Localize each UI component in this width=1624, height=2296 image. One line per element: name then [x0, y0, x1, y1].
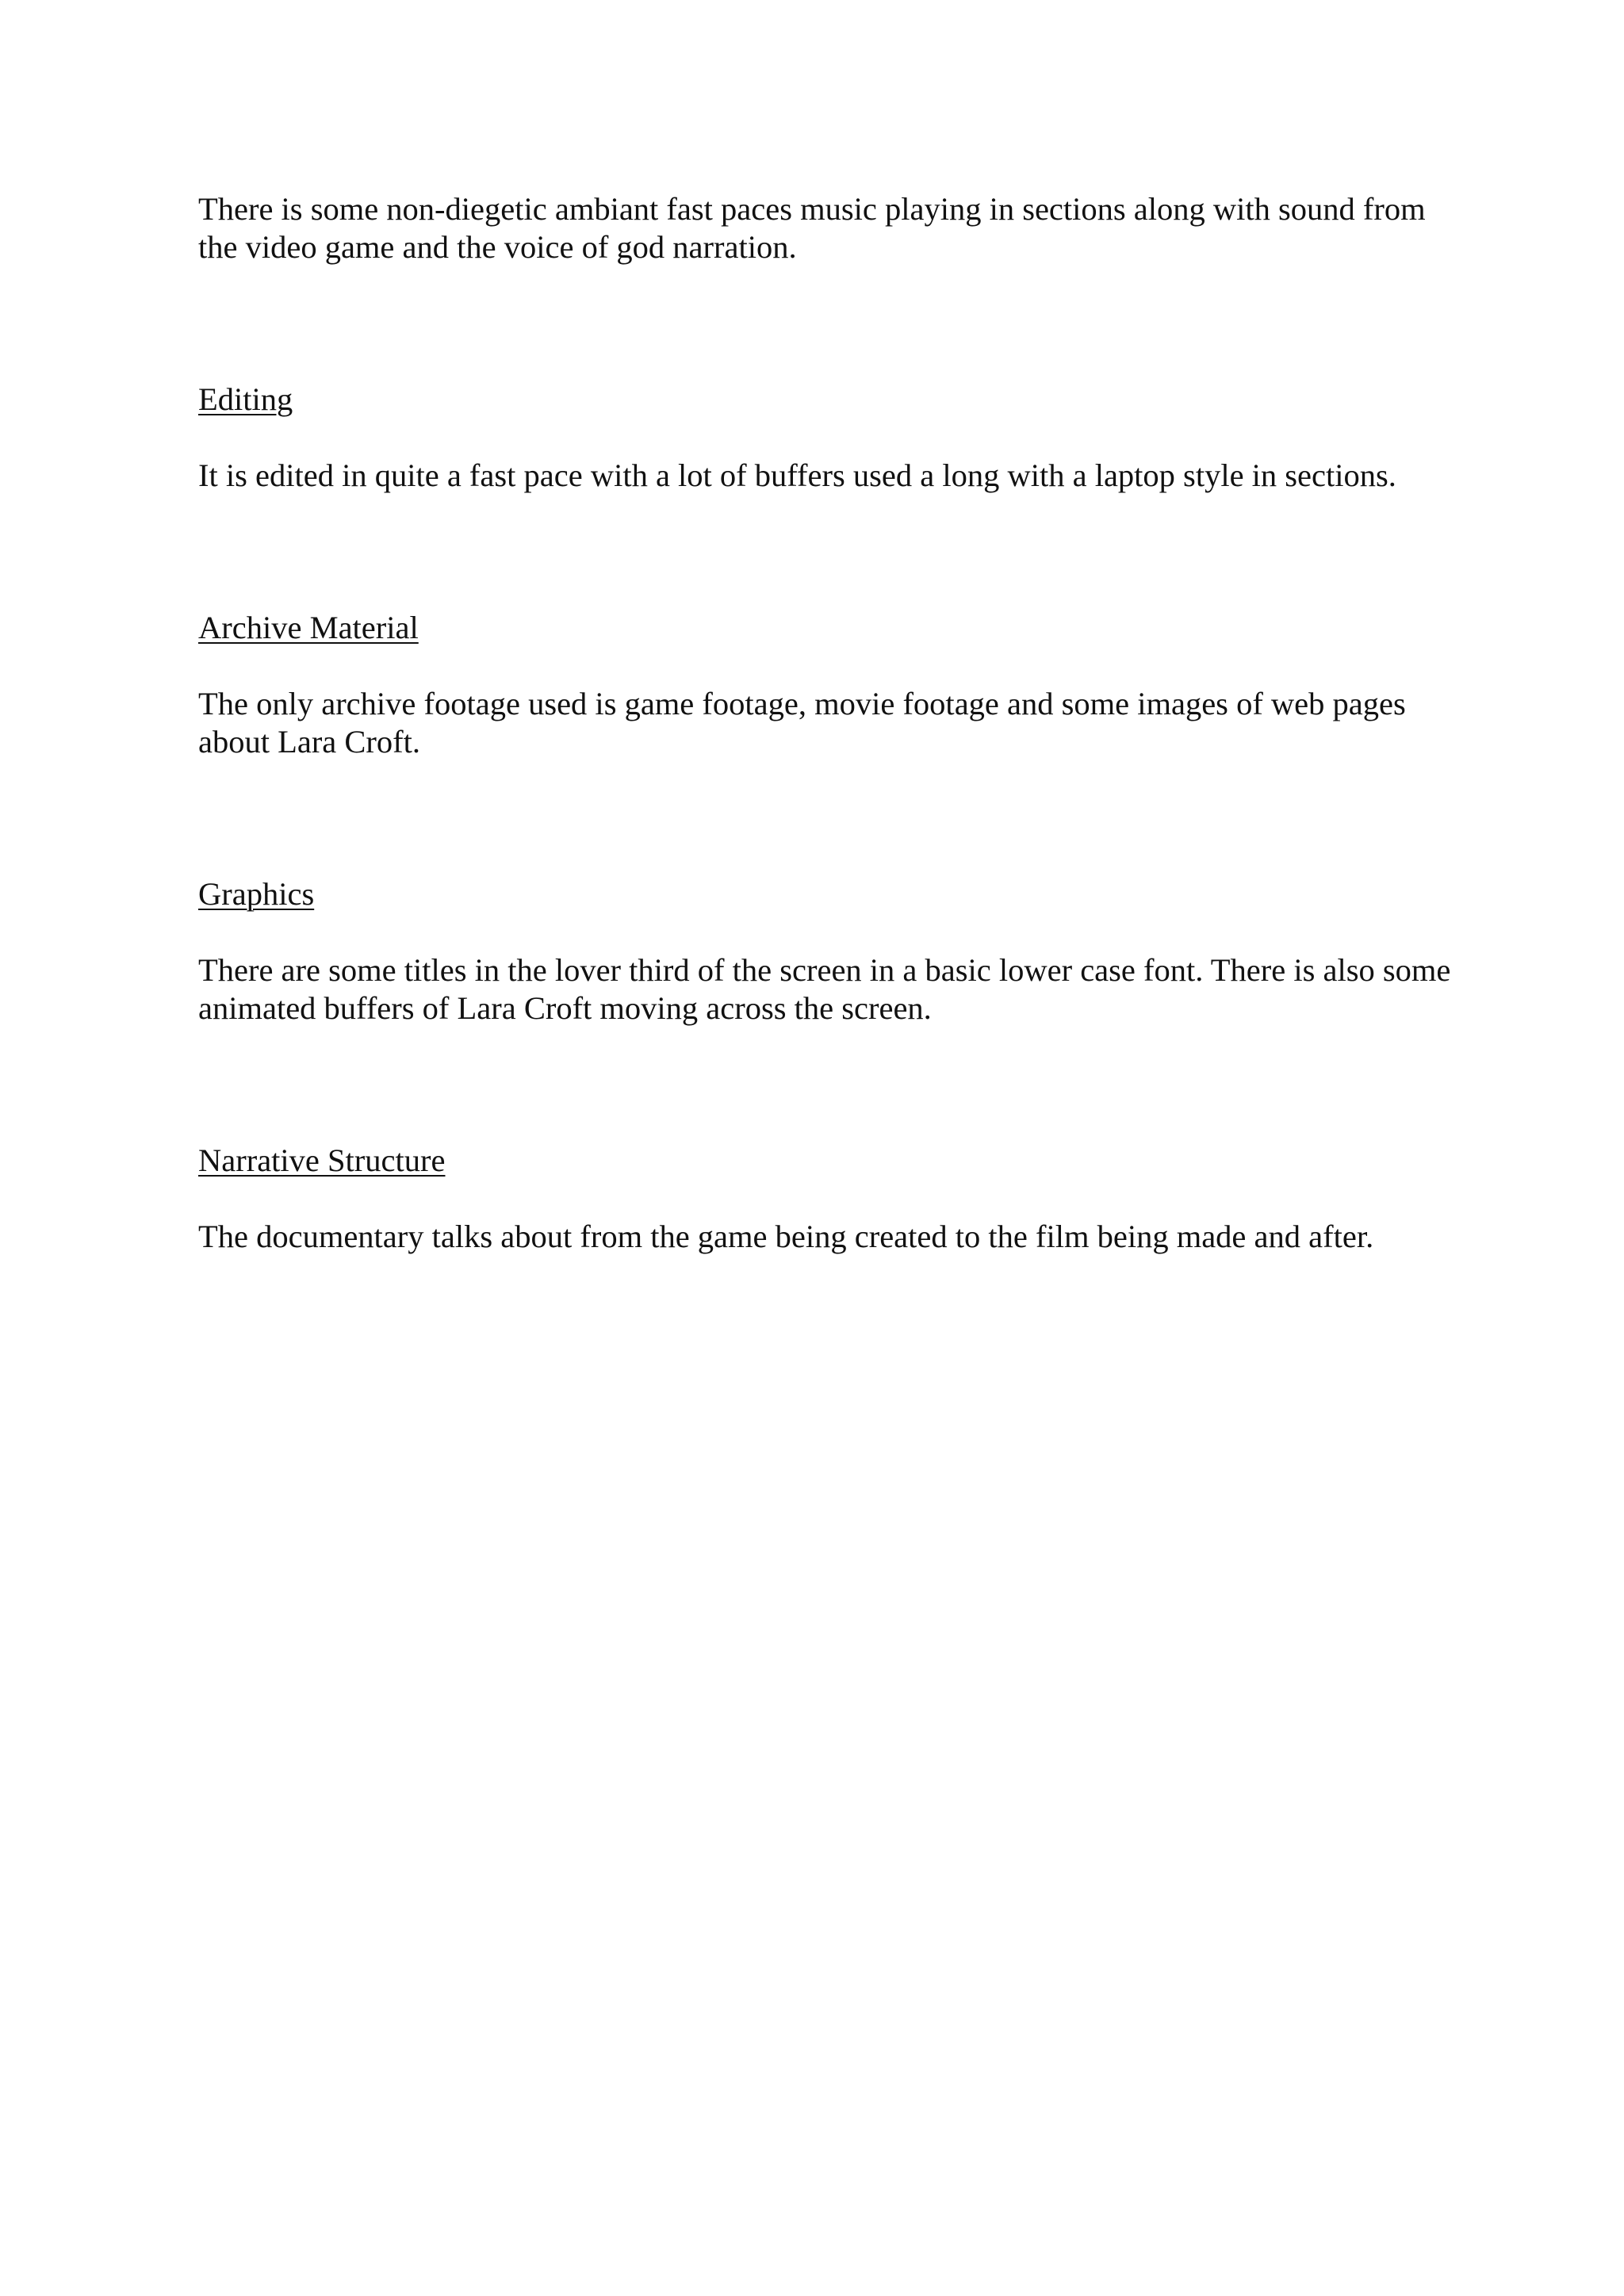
section-graphics — [198, 875, 1451, 1027]
intro-paragraph: There is some non-diegetic ambiant fast paces music playing in sections along with sound from the video game and the voice of god narration. — [198, 191, 1426, 265]
section-heading-graphics: Graphics — [198, 876, 315, 912]
section-body-narrative-structure: The documentary talks about from the game being created to the film being made and after. — [198, 1219, 1374, 1254]
section-heading-narrative-structure: Narrative Structure — [198, 1142, 446, 1178]
section-heading-archive-material: Archive Material — [198, 610, 419, 645]
section-heading-editing: Editing — [198, 381, 293, 417]
section-editing — [198, 381, 1451, 495]
document-content — [198, 190, 1451, 1256]
section-archive-material — [198, 609, 1451, 761]
section-narrative-structure — [198, 1142, 1451, 1256]
section-body-graphics: There are some titles in the lover third of the screen in a basic lower case font. There is also some animated buffers of Lara Croft moving across the screen. — [198, 952, 1451, 1026]
section-body-archive-material: The only archive footage used is game footage, movie footage and some images of web pages about Lara Croft. — [198, 686, 1406, 760]
section-body-editing: It is edited in quite a fast pace with a lot of buffers used a long with a laptop style in sections. — [198, 457, 1396, 493]
